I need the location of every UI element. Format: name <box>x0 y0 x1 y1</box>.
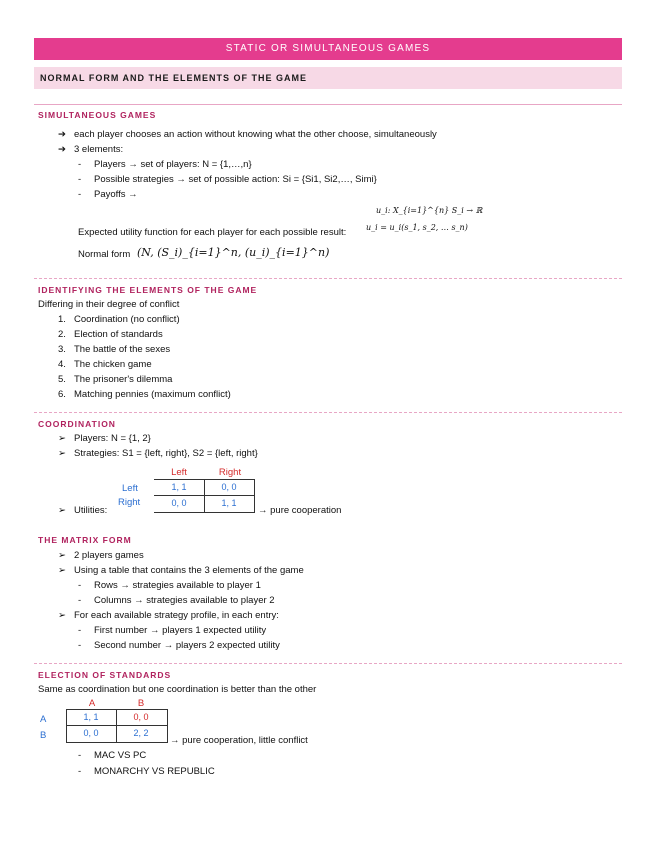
triangle-bullet-icon: ➢ <box>58 565 66 576</box>
triangle-bullet-icon: ➢ <box>58 550 66 561</box>
section-heading-simultaneous: SIMULTANEOUS GAMES <box>38 110 157 120</box>
coordination-result: → pure cooperation <box>258 505 342 516</box>
section-heading-coordination: COORDINATION <box>38 419 116 429</box>
sub-bullet-payoffs: - Payoffs → <box>78 189 138 200</box>
identifying-intro: Differing in their degree of conflict <box>38 299 180 310</box>
list-item: 5. The prisoner's dilemma <box>58 374 173 385</box>
sub-bullet-strategies: - Possible strategies → set of possible action: Si = {Si1, Si2,…, Simi} <box>78 174 377 185</box>
sub-bullet-text: Payoffs → <box>94 189 138 200</box>
section-divider <box>34 412 622 413</box>
col-label-b: B <box>137 698 145 709</box>
utility-formula-top: u_i: X_{i=1}^{n} S_i → ℝ <box>376 206 483 215</box>
coordination-strategies: ➢ Strategies: S1 = {left, right}, S2 = {left, right} <box>58 448 258 459</box>
payoff-cell: 0, 0 <box>83 728 99 738</box>
sub-bullet-text: Players → set of players: N = {1,…,n} <box>94 159 252 170</box>
normal-form-label: Normal form <box>78 249 131 260</box>
triangle-bullet-icon: ➢ <box>58 610 66 621</box>
coordination-utilities: ➢ Utilities: <box>58 505 108 516</box>
payoff-cell: 0, 0 <box>221 482 237 492</box>
election-example: - MONARCHY VS REPUBLIC <box>78 766 215 777</box>
payoff-cell: 0, 0 <box>133 712 149 722</box>
coordination-players: ➢ Players: N = {1, 2} <box>58 433 151 444</box>
sub-bullet-players: - Players → set of players: N = {1,…,n} <box>78 159 252 170</box>
triangle-bullet-icon: ➢ <box>58 433 66 444</box>
col-label-right: Right <box>218 467 242 478</box>
matrix-sub-bullet: - Second number → players 2 expected utility <box>78 640 280 651</box>
subtitle-banner: NORMAL FORM AND THE ELEMENTS OF THE GAME <box>34 67 622 89</box>
matrix-sub-bullet: - Rows → strategies available to player 1 <box>78 580 261 591</box>
matrix-bullet: ➢ 2 players games <box>58 550 144 561</box>
title-banner: STATIC OR SIMULTANEOUS GAMES <box>34 38 622 60</box>
section-divider <box>34 104 622 105</box>
row-label-b: B <box>40 730 47 741</box>
payoff-cell: 1, 1 <box>221 498 237 508</box>
section-divider <box>34 278 622 279</box>
row-label-a: A <box>40 714 47 725</box>
bullet-simultaneous-1 <box>58 129 437 140</box>
election-example: - MAC VS PC <box>78 750 147 761</box>
row-label-left: Left <box>122 483 138 494</box>
section-divider <box>34 663 622 664</box>
list-item: 4. The chicken game <box>58 359 152 370</box>
matrix-sub-bullet: - Columns → strategies available to player 2 <box>78 595 275 606</box>
matrix-bullet: ➢ Using a table that contains the 3 elements of the game <box>58 565 304 576</box>
matrix-bullet: ➢ For each available strategy profile, in each entry: <box>58 610 279 621</box>
section-heading-identifying: IDENTIFYING THE ELEMENTS OF THE GAME <box>38 285 258 295</box>
arrow-bullet-icon: ➔ <box>58 144 66 155</box>
list-item: 6. Matching pennies (maximum conflict) <box>58 389 231 400</box>
matrix-sub-bullet: - First number → players 1 expected utility <box>78 625 267 636</box>
list-item: 3. The battle of the sexes <box>58 344 171 355</box>
election-result: → pure cooperation, little conflict <box>170 735 308 746</box>
section-heading-election: ELECTION OF STANDARDS <box>38 670 172 680</box>
list-item: 2. Election of standards <box>58 329 163 340</box>
col-label-left: Left <box>171 467 187 478</box>
payoff-cell: 0, 0 <box>171 498 187 508</box>
section-heading-matrix: THE MATRIX FORM <box>38 535 132 545</box>
col-label-a: A <box>88 698 96 709</box>
arrow-bullet-icon: ➔ <box>58 129 66 140</box>
triangle-bullet-icon: ➢ <box>58 505 66 516</box>
payoff-cell: 1, 1 <box>83 712 99 722</box>
election-intro: Same as coordination but one coordination is better than the other <box>38 684 317 695</box>
bullet-text: each player chooses an action without knowing what the other choose, simultaneously <box>74 129 437 140</box>
row-label-right: Right <box>118 497 141 508</box>
utility-formula-bottom: u_i = u_i(s_1, s_2, … s_n) <box>366 223 468 232</box>
sub-bullet-text: Possible strategies → set of possible action: Si = {Si1, Si2,…, Simi} <box>94 174 377 185</box>
bullet-text: 3 elements: <box>74 144 124 155</box>
bullet-simultaneous-2 <box>58 144 123 155</box>
utility-label: Expected utility function for each player for each possible result: <box>78 227 347 238</box>
payoff-cell: 1, 1 <box>171 482 187 492</box>
normal-form-formula: (N, (S_i)_{i=1}^n, (u_i)_{i=1}^n) <box>137 246 330 259</box>
list-item: 1. Coordination (no conflict) <box>58 314 180 325</box>
payoff-cell: 2, 2 <box>133 728 149 738</box>
triangle-bullet-icon: ➢ <box>58 448 66 459</box>
